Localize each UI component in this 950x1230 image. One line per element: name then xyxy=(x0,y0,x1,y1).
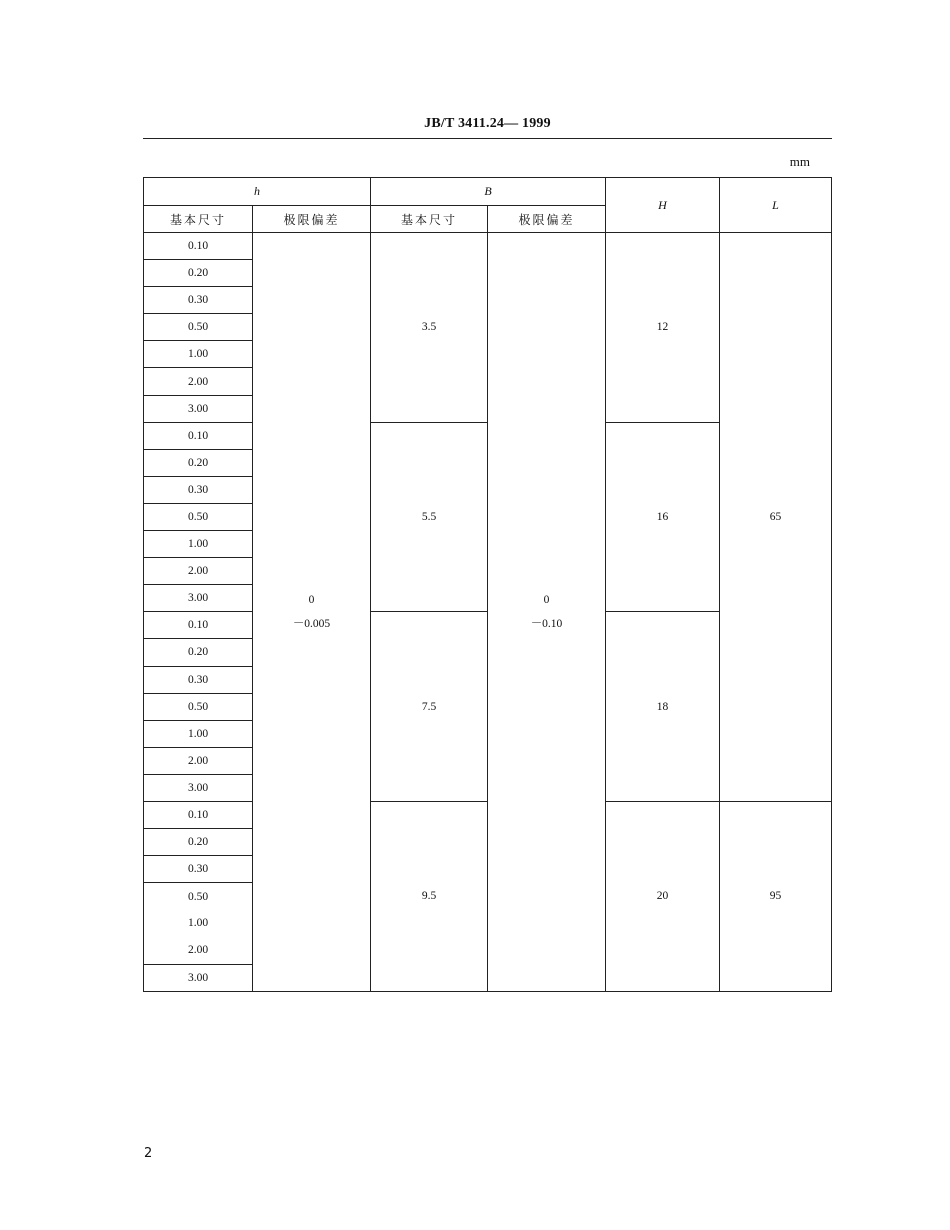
L-value: 95 xyxy=(720,801,832,991)
table-row xyxy=(144,233,832,260)
h-value: 0.20 xyxy=(144,639,253,666)
h-value: 0.50 xyxy=(144,693,253,720)
header-rule xyxy=(143,138,832,139)
h-value: 0.10 xyxy=(144,612,253,639)
dimension-table xyxy=(143,177,832,992)
h-value: 2.00 xyxy=(144,558,253,585)
H-value: 12 xyxy=(606,233,720,423)
L-value: 65 xyxy=(720,233,832,802)
subheader-h-basic-size: 基本尺寸 xyxy=(144,206,253,233)
h-value: 0.30 xyxy=(144,287,253,314)
h-value: 0.10 xyxy=(144,422,253,449)
subheader-h-tolerance: 极限偏差 xyxy=(253,206,371,233)
h-value: 1.00 xyxy=(144,341,253,368)
h-value: 0.50 xyxy=(144,503,253,530)
H-value: 20 xyxy=(606,801,720,991)
B-tolerance-lower: －0.10 xyxy=(530,617,563,630)
table-header-row xyxy=(144,178,832,206)
h-value: 1.00 xyxy=(144,531,253,558)
h-value: 0.30 xyxy=(144,666,253,693)
h-value: 0.30 xyxy=(144,476,253,503)
B-tolerance-cell xyxy=(488,233,606,992)
B-tolerance-upper: 0 xyxy=(543,593,550,606)
standard-code-header: JB/T 3411.24— 1999 xyxy=(424,116,551,131)
column-header-B: B xyxy=(371,178,606,206)
h-value: 0.20 xyxy=(144,829,253,856)
h-value: 3.00 xyxy=(144,395,253,422)
B-value: 7.5 xyxy=(371,612,488,802)
h-value: 0.20 xyxy=(144,449,253,476)
h-value: 0.10 xyxy=(144,801,253,828)
h-value: 2.00 xyxy=(144,937,253,964)
B-value: 9.5 xyxy=(371,801,488,991)
page-number: 2 xyxy=(144,1146,153,1161)
h-tolerance-cell xyxy=(253,233,371,992)
h-value: 0.50 xyxy=(144,314,253,341)
subheader-B-tolerance: 极限偏差 xyxy=(488,206,606,233)
H-value: 16 xyxy=(606,422,720,612)
h-value: 3.00 xyxy=(144,585,253,612)
subheader-B-basic-size: 基本尺寸 xyxy=(371,206,488,233)
B-value: 5.5 xyxy=(371,422,488,612)
h-tolerance-upper: 0 xyxy=(308,593,315,606)
h-value: 0.50 xyxy=(144,883,253,910)
h-value: 1.00 xyxy=(144,910,253,937)
h-value: 3.00 xyxy=(144,964,253,991)
B-value: 3.5 xyxy=(371,233,488,423)
h-value: 1.00 xyxy=(144,720,253,747)
H-value: 18 xyxy=(606,612,720,802)
column-header-H: H xyxy=(606,178,720,233)
h-value: 3.00 xyxy=(144,774,253,801)
column-header-h: h xyxy=(144,178,371,206)
h-value: 2.00 xyxy=(144,368,253,395)
unit-label: mm xyxy=(789,154,810,169)
h-value: 0.20 xyxy=(144,260,253,287)
h-tolerance-lower: －0.005 xyxy=(292,617,331,630)
h-value: 2.00 xyxy=(144,747,253,774)
h-value: 0.30 xyxy=(144,856,253,883)
column-header-L: L xyxy=(720,178,832,233)
h-value: 0.10 xyxy=(144,233,253,260)
